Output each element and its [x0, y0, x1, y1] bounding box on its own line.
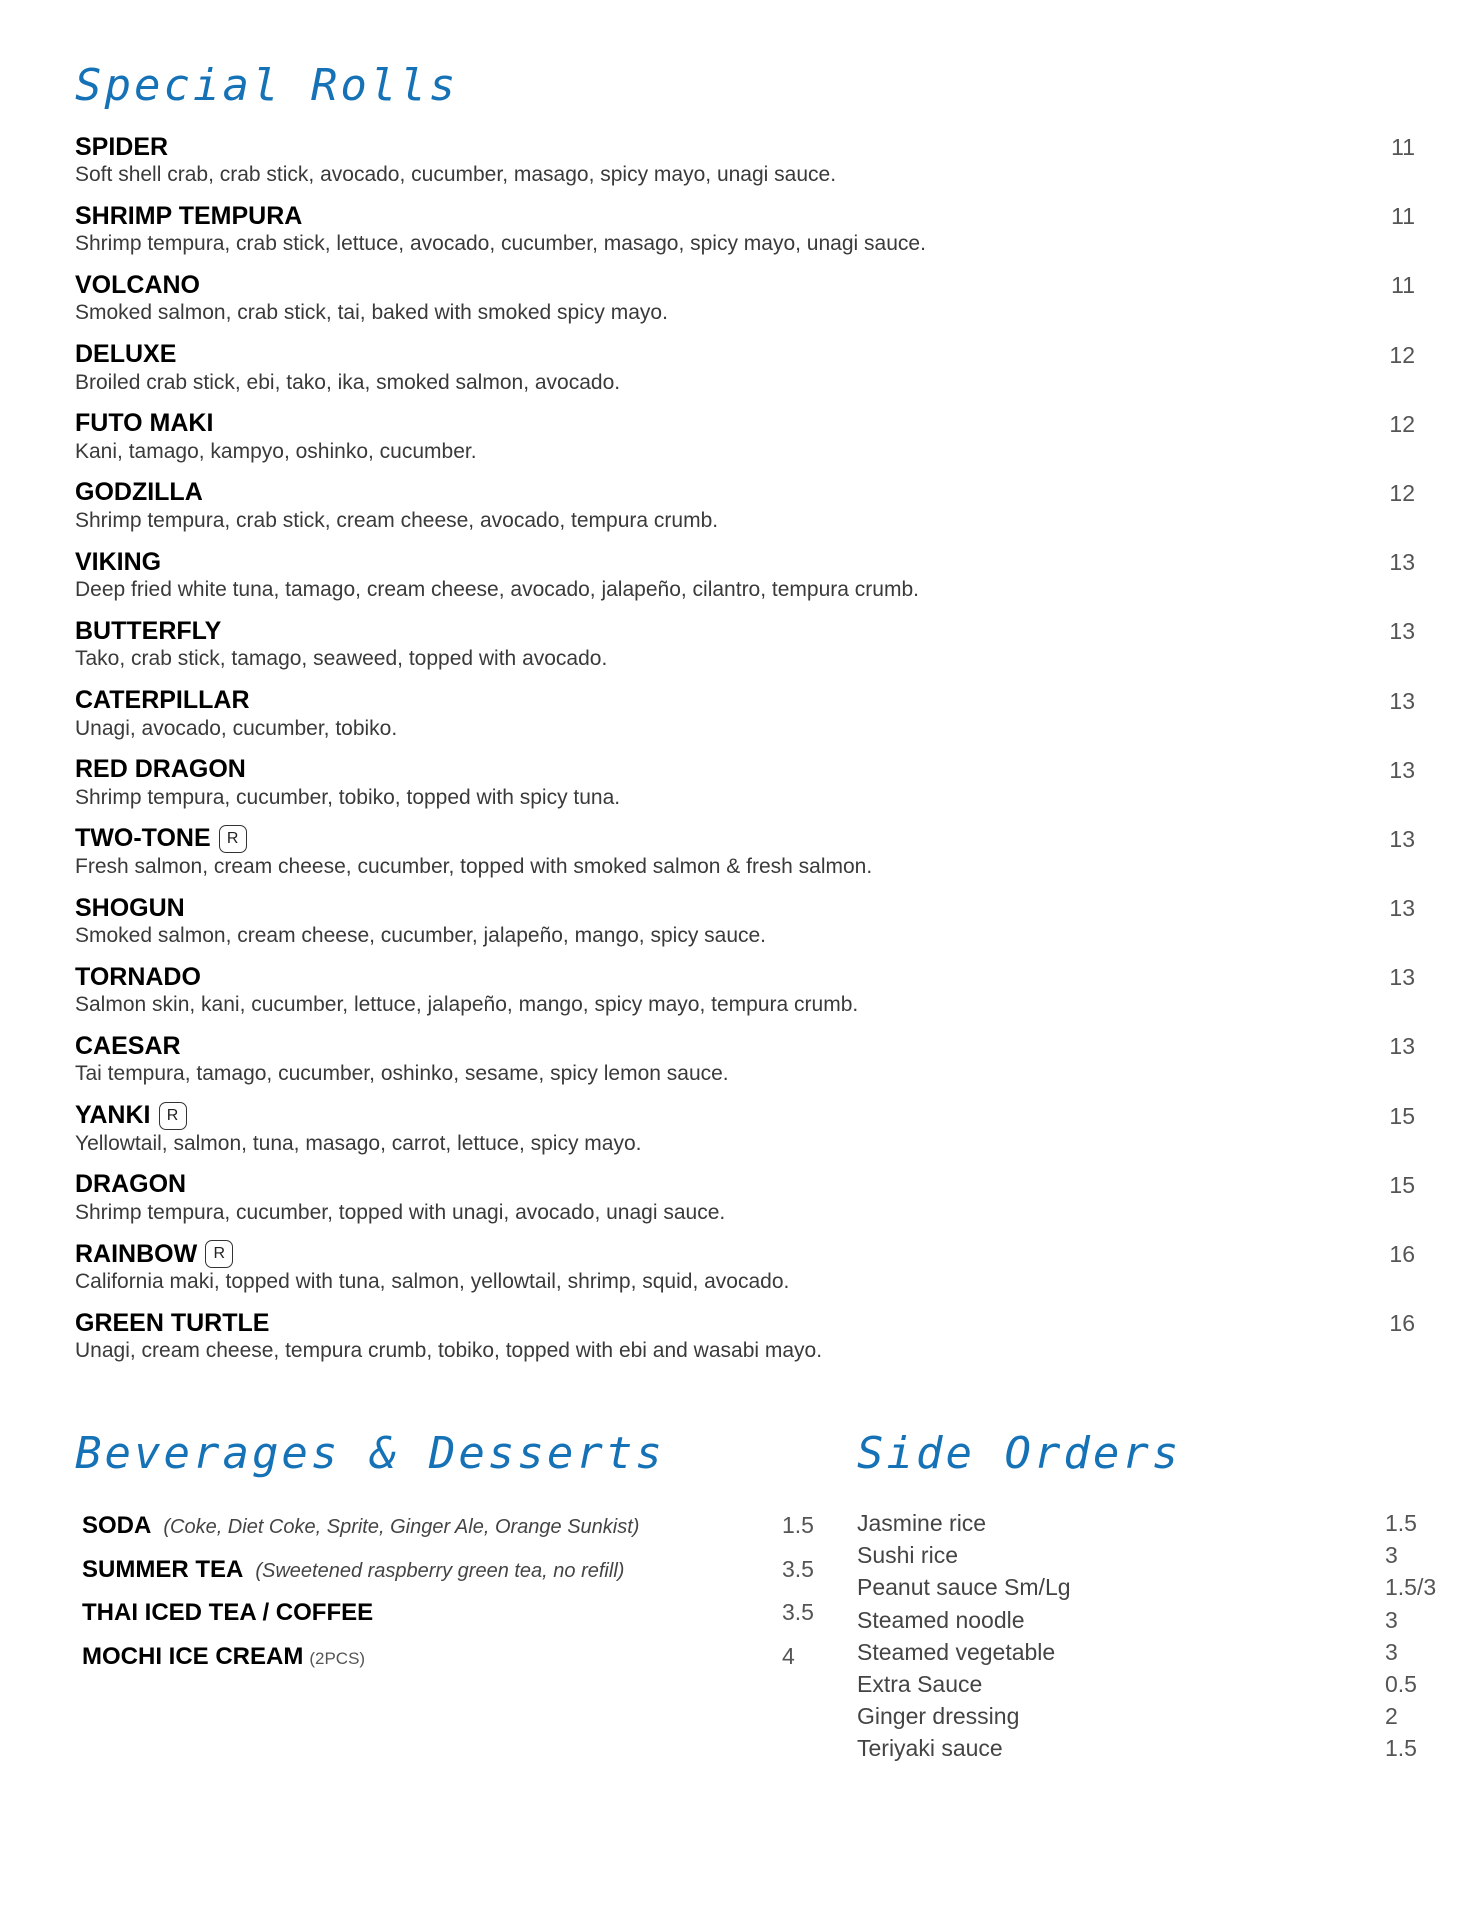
side-order-item — [857, 1574, 1457, 1606]
item-description: Shrimp tempura, cucumber, topped with unagi, avocado, unagi sauce. — [75, 1200, 726, 1224]
beverage-name-text: SODA — [82, 1512, 152, 1539]
beverage-note: (2PCS) — [309, 1648, 366, 1668]
menu-item — [75, 686, 1415, 755]
beverage-price: 1.5 — [782, 1512, 814, 1538]
item-price: 13 — [1389, 687, 1415, 714]
item-price: 13 — [1389, 895, 1415, 922]
menu-item — [75, 1239, 1415, 1308]
raw-badge: R — [205, 1240, 233, 1268]
item-name — [75, 686, 250, 716]
menu-item — [75, 478, 1415, 547]
raw-badge: R — [219, 825, 247, 853]
item-name-text: YANKI — [75, 1101, 151, 1130]
side-order-name: Teriyaki sauce — [857, 1735, 1003, 1762]
side-order-price: 1.5/3 — [1385, 1574, 1437, 1601]
item-name-text: GODZILLA — [75, 478, 203, 507]
item-name-text: TWO-TONE — [75, 824, 211, 853]
menu-item — [75, 409, 1415, 478]
side-order-item — [857, 1607, 1457, 1639]
beverage-price: 4 — [782, 1642, 795, 1669]
beverage-price: 3.5 — [782, 1599, 814, 1625]
item-price: 11 — [1391, 134, 1415, 160]
side-order-name: Jasmine rice — [857, 1510, 987, 1536]
beverage-item — [82, 1512, 822, 1556]
item-name-text: SHRIMP TEMPURA — [75, 201, 303, 230]
item-price: 12 — [1389, 410, 1415, 437]
item-name — [75, 893, 185, 923]
item-name — [75, 1308, 269, 1338]
item-name — [75, 755, 246, 785]
item-name-text: RED DRAGON — [75, 755, 246, 784]
menu-item — [75, 340, 1415, 409]
menu-item — [75, 201, 1415, 270]
side-order-item — [857, 1542, 1457, 1574]
item-name — [75, 201, 302, 231]
item-name — [75, 132, 168, 162]
item-description: Smoked salmon, cream cheese, cucumber, jalapeño, mango, spicy sauce. — [75, 924, 767, 948]
item-price: 12 — [1389, 341, 1415, 368]
beverage-note: (Sweetened raspberry green tea, no refill) — [255, 1559, 625, 1582]
menu-item — [75, 824, 1415, 893]
side-order-price: 1.5 — [1385, 1735, 1417, 1762]
side-orders-title: Side Orders — [857, 1428, 1182, 1479]
side-order-item — [857, 1639, 1457, 1671]
item-name — [75, 962, 201, 992]
item-name — [75, 340, 176, 370]
item-description: Deep fried white tuna, tamago, cream cheese, avocado, jalapeño, cilantro, tempura crumb. — [75, 578, 919, 602]
side-order-name: Extra Sauce — [857, 1670, 983, 1697]
item-description: Tako, crab stick, tamago, seaweed, topped with avocado. — [75, 647, 608, 671]
beverages-list — [82, 1512, 822, 1686]
item-name-text: BUTTERFLY — [75, 616, 222, 645]
item-name-text: SHOGUN — [75, 893, 185, 922]
side-order-item — [857, 1510, 1457, 1542]
item-description: Kani, tamago, kampyo, oshinko, cucumber. — [75, 439, 477, 463]
item-name-text: CATERPILLAR — [75, 686, 250, 714]
special-rolls-list — [75, 132, 1415, 1377]
menu-item — [75, 1308, 1415, 1377]
beverage-note: (Coke, Diet Coke, Sprite, Ginger Ale, Orange Sunkist) — [163, 1516, 640, 1538]
item-description: Tai tempura, tamago, cucumber, oshinko, sesame, spicy lemon sauce. — [75, 1062, 729, 1086]
item-name-text: FUTO MAKI — [75, 409, 214, 438]
item-name — [75, 1239, 233, 1269]
item-description: Broiled crab stick, ebi, tako, ika, smoked salmon, avocado. — [75, 370, 621, 394]
item-name-text: VOLCANO — [75, 270, 200, 299]
menu-item — [75, 270, 1415, 339]
menu-item — [75, 962, 1415, 1031]
item-name-text: GREEN TURTLE — [75, 1308, 270, 1337]
beverage-item — [82, 1643, 822, 1687]
item-name-text: DELUXE — [75, 340, 177, 369]
side-order-item — [857, 1671, 1457, 1703]
side-order-price: 1.5 — [1385, 1510, 1417, 1536]
item-name-text: SPIDER — [75, 132, 169, 161]
item-description: Shrimp tempura, crab stick, lettuce, avocado, cucumber, masago, spicy mayo, unagi sauce. — [75, 232, 926, 256]
item-price: 13 — [1389, 549, 1415, 576]
side-order-item — [857, 1735, 1457, 1767]
side-order-name: Steamed noodle — [857, 1606, 1025, 1633]
side-orders-list — [857, 1510, 1457, 1768]
item-name — [75, 547, 161, 577]
beverage-name — [82, 1556, 624, 1584]
item-description: Soft shell crab, crab stick, avocado, cucumber, masago, spicy mayo, unagi sauce. — [75, 163, 837, 186]
item-name-text: TORNADO — [75, 962, 201, 991]
item-price: 11 — [1391, 203, 1415, 230]
item-price: 12 — [1389, 479, 1415, 506]
item-name-text: CAESAR — [75, 1031, 181, 1060]
menu-item — [75, 1170, 1415, 1239]
menu-item — [75, 132, 1415, 201]
item-price: 13 — [1389, 756, 1415, 783]
menu-item — [75, 755, 1415, 824]
beverage-item — [82, 1599, 822, 1643]
menu-item — [75, 1031, 1415, 1100]
side-order-name: Ginger dressing — [857, 1703, 1020, 1730]
side-order-price: 3 — [1385, 1638, 1398, 1665]
menu-item — [75, 893, 1415, 962]
item-description: Smoked salmon, crab stick, tai, baked with smoked spicy mayo. — [75, 301, 668, 325]
beverage-price: 3.5 — [782, 1555, 814, 1582]
item-price: 13 — [1389, 1033, 1415, 1060]
item-name — [75, 616, 221, 646]
menu-item — [75, 547, 1415, 616]
item-name-text: VIKING — [75, 547, 162, 576]
beverage-item — [82, 1556, 822, 1600]
item-description: Unagi, cream cheese, tempura crumb, tobiko, topped with ebi and wasabi mayo. — [75, 1339, 823, 1363]
item-description: California maki, topped with tuna, salmon, yellowtail, shrimp, squid, avocado. — [75, 1270, 790, 1293]
item-name — [75, 1170, 186, 1200]
menu-item — [75, 616, 1415, 685]
item-name — [75, 409, 213, 439]
item-price: 13 — [1389, 825, 1415, 852]
item-price: 16 — [1389, 1241, 1415, 1267]
raw-badge: R — [159, 1102, 187, 1130]
side-order-name: Steamed vegetable — [857, 1638, 1056, 1665]
item-description: Shrimp tempura, cucumber, tobiko, topped with spicy tuna. — [75, 785, 621, 809]
item-description: Salmon skin, kani, cucumber, lettuce, jalapeño, mango, spicy mayo, tempura crumb. — [75, 993, 859, 1017]
item-price: 11 — [1391, 272, 1415, 299]
item-name — [75, 1031, 181, 1061]
side-order-name: Peanut sauce Sm/Lg — [857, 1574, 1071, 1601]
side-order-price: 2 — [1385, 1703, 1398, 1730]
side-order-price: 0.5 — [1385, 1670, 1417, 1697]
item-name-text: DRAGON — [75, 1170, 187, 1199]
beverage-name — [82, 1643, 365, 1671]
beverage-name — [82, 1512, 639, 1540]
beverages-desserts-title: Beverages & Desserts — [75, 1428, 665, 1479]
item-name-text: RAINBOW — [75, 1239, 198, 1268]
item-price: 15 — [1389, 1102, 1415, 1129]
item-name — [75, 1101, 187, 1131]
beverage-name-text: SUMMER TEA — [82, 1555, 244, 1583]
item-price: 16 — [1389, 1310, 1415, 1337]
item-description: Shrimp tempura, crab stick, cream cheese, avocado, tempura crumb. — [75, 508, 719, 532]
item-description: Yellowtail, salmon, tuna, masago, carrot, lettuce, spicy mayo. — [75, 1131, 642, 1155]
side-order-name: Sushi rice — [857, 1542, 958, 1569]
item-price: 13 — [1389, 964, 1415, 991]
special-rolls-title: Special Rolls — [75, 60, 459, 111]
item-description: Fresh salmon, cream cheese, cucumber, topped with smoked salmon & fresh salmon. — [75, 854, 873, 878]
beverage-name-text: MOCHI ICE CREAM — [82, 1642, 304, 1670]
beverage-name — [82, 1599, 373, 1627]
item-name — [75, 270, 200, 300]
side-order-price: 3 — [1385, 1542, 1398, 1569]
side-order-item — [857, 1703, 1457, 1735]
item-name — [75, 824, 247, 854]
menu-item — [75, 1101, 1415, 1170]
item-price: 15 — [1389, 1171, 1415, 1198]
item-price: 13 — [1389, 618, 1415, 645]
beverage-name-text: THAI ICED TEA / COFFEE — [82, 1599, 374, 1626]
item-name — [75, 478, 203, 508]
side-order-price: 3 — [1385, 1606, 1398, 1633]
item-description: Unagi, avocado, cucumber, tobiko. — [75, 716, 398, 740]
